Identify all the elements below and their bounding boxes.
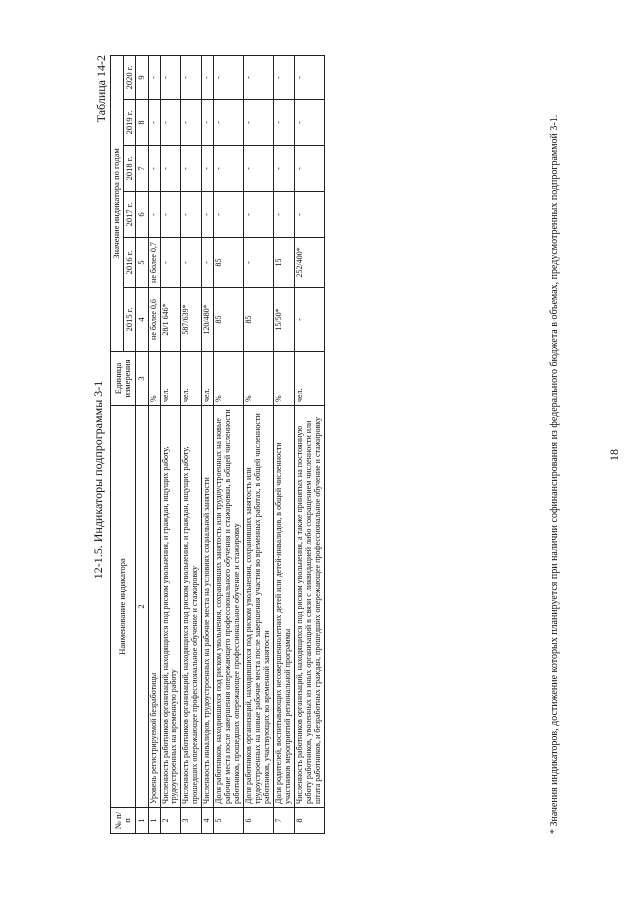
row-number: 4 [202,808,214,834]
row-number: 5 [214,808,244,834]
column-number: 3 [136,352,149,406]
column-number: 6 [136,192,149,238]
table-row [181,55,202,833]
unit-cell: чел. [160,352,181,406]
indicator-name: Доля работников организаций, находившихся под риском увольнения, сохранивших занятость или трудоустроенных на новые рабочие места после завершения участия во временных работах, в общей численности работников, участвующих во временной занятости [244,406,274,808]
header-unit: Единица измерения [111,352,136,406]
page-number: 18 [607,449,621,461]
value-cell: - [214,146,244,192]
column-number: 4 [136,288,149,352]
value-cell: - [214,55,244,99]
value-cell: - [294,100,324,146]
value-cell: 15/50* [273,288,294,352]
header-row [111,55,124,833]
footnote: * Значения индикаторов, достижение которых планируется при наличии софинансирования из федерального бюджета в объемах, предусмотренных подпрограммой 3-1. [549,114,560,834]
header-year: 2016 г. [123,238,136,288]
value-cell: - [244,100,274,146]
unit-cell: чел. [294,352,324,406]
column-number: 8 [136,100,149,146]
header-name: Наименование индикатора [111,406,136,808]
column-number: 5 [136,238,149,288]
value-cell: - [294,288,324,352]
value-cell: - [160,238,181,288]
value-cell: 28/1 646* [160,288,181,352]
indicator-name: Численность инвалидов, трудоустроенных на рабочие места на условиях социальной занятости [202,406,214,808]
value-cell: - [294,192,324,238]
value-cell: - [244,192,274,238]
value-cell: - [202,238,214,288]
table-row [244,55,274,833]
row-number: 2 [160,808,181,834]
value-cell: - [160,192,181,238]
value-cell: - [294,55,324,99]
value-cell: не более 0,7 [148,238,160,288]
row-number: 3 [181,808,202,834]
value-cell: - [273,55,294,99]
table-row [148,55,160,833]
value-cell: - [273,192,294,238]
indicator-name: Численность работников организаций, находящихся под риском увольнения, и граждан, ищущих работу, трудоустроенных на временную работу [160,406,181,808]
table-row [294,55,324,833]
row-number: 7 [273,808,294,834]
header-year: 2015 г. [123,288,136,352]
table-row [202,55,214,833]
value-cell: - [244,55,274,99]
value-cell: не более 0,6 [148,288,160,352]
unit-cell: % [244,352,274,406]
value-cell: - [148,100,160,146]
header-year: 2017 г. [123,192,136,238]
column-number: 7 [136,146,149,192]
indicator-name: Численность работников организаций, находящихся под риском увольнения, а также принятых на постоянную работу работников, уволенных из иных организаций в связи с ликвидацией либо сокращением численности или штата работников, и безработных граждан, прошедших опережающее профессиональное обучение и стажировку [294,406,324,808]
unit-cell: % [273,352,294,406]
header-no: № п/п [111,808,136,834]
value-cell: - [244,146,274,192]
value-cell: - [181,55,202,99]
column-number: 9 [136,55,149,99]
value-cell: - [160,55,181,99]
value-cell: 120/480* [202,288,214,352]
value-cell: - [148,55,160,99]
document-title: 12-1.5. Индикаторы подпрограммы 3-1 [91,380,105,580]
column-number: 1 [136,808,149,834]
value-cell: - [181,146,202,192]
value-cell: 85 [214,288,244,352]
value-cell: 252/400* [294,238,324,288]
column-number-row [136,55,149,833]
indicator-name: Уровень регистрируемой безработицы [148,406,160,808]
row-number: 8 [294,808,324,834]
value-cell: - [148,146,160,192]
value-cell: - [181,238,202,288]
value-cell: - [160,100,181,146]
value-cell: - [148,192,160,238]
table-row [273,55,294,833]
value-cell: - [160,146,181,192]
value-cell: - [202,146,214,192]
value-cell: 587/639* [181,288,202,352]
value-cell: - [273,100,294,146]
row-number: 6 [244,808,274,834]
value-cell: 85 [214,238,244,288]
row-number: 1 [148,808,160,834]
value-cell: - [202,192,214,238]
header-year: 2020 г. [123,55,136,99]
indicator-name: Доля родителей, воспитывающих несовершеннолетних детей или детей-инвалидов, в общей численности участников мероприятий региональной программы [273,406,294,808]
value-cell: - [202,55,214,99]
value-cell: 15 [273,238,294,288]
table-row [214,55,244,833]
value-cell: 85 [244,288,274,352]
value-cell: - [181,192,202,238]
unit-cell: чел. [202,352,214,406]
value-cell: - [273,146,294,192]
value-cell: - [214,100,244,146]
table-label: Таблица 14-2 [94,55,108,123]
header-year: 2019 г. [123,100,136,146]
value-cell: - [214,192,244,238]
indicator-name: Доля работников, находившихся под риском увольнения, сохранивших занятость или трудоустроенных на новые рабочие места после завершения опережающего профессионального обучения и стажировки, в общей численности работников, прошедших опережающее профессиональное обучение и стажировку [214,406,244,808]
unit-cell: % [214,352,244,406]
unit-cell: % [148,352,160,406]
indicator-name: Численность работников организаций, находящихся под риском увольнения, и граждан, ищущих работу, прошедших опережающее профессиональное обучение и стажировку [181,406,202,808]
column-number: 2 [136,406,149,808]
indicators-table [110,55,325,834]
unit-cell: чел. [181,352,202,406]
table-row [160,55,181,833]
value-cell: - [294,146,324,192]
value-cell: - [181,100,202,146]
value-cell: - [202,100,214,146]
header-year: 2018 г. [123,146,136,192]
header-values-group: Значение индикатора по годам [111,55,124,351]
value-cell: - [244,238,274,288]
